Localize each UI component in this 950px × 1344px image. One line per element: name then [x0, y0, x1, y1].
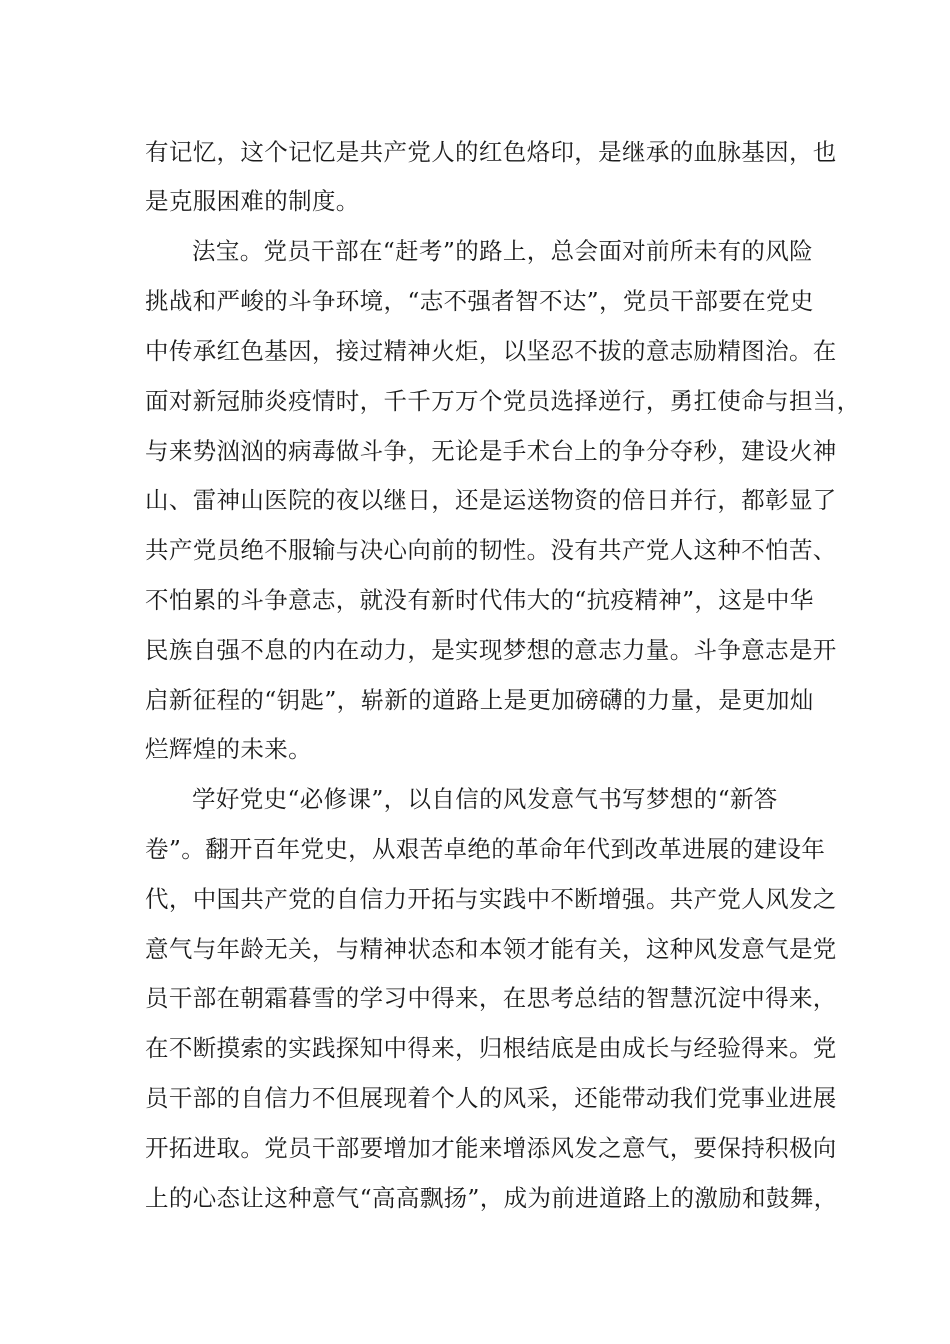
text-line: 面对新冠肺炎疫情时，千千万万个党员选择逆行，勇扛使命与担当，: [145, 387, 861, 415]
text-line: 有记忆，这个记忆是共产党人的红色烙印，是继承的血脉基因，也: [145, 138, 837, 166]
text-line: 在不断摸索的实践探知中得来，归根结底是由成长与经验得来。党: [145, 1034, 837, 1062]
text-line: 民族自强不息的内在动力，是实现梦想的意志力量。斗争意志是开: [145, 636, 837, 664]
text-line: 挑战和严峻的斗争环境，“志不强者智不达”，党员干部要在党史: [145, 287, 814, 315]
text-line: 启新征程的“钥匙”，崭新的道路上是更加磅礴的力量，是更加灿: [145, 686, 814, 714]
text-line: 与来势汹汹的病毒做斗争，无论是手术台上的争分夺秒，建设火神: [145, 437, 837, 465]
text-line: 共产党员绝不服输与决心向前的韧性。没有共产党人这种不怕苦、: [145, 536, 837, 564]
text-line: 山、雷神山医院的夜以继日，还是运送物资的倍日并行，都彰显了: [145, 486, 837, 514]
text-line: 卷”。翻开百年党史，从艰苦卓绝的革命年代到改革进展的建设年: [145, 835, 826, 863]
paragraph-start-line: 法宝。党员干部在“赶考”的路上，总会面对前所未有的风险: [192, 237, 813, 265]
paragraph-start-line: 学好党史“必修课”，以自信的风发意气书写梦想的“新答: [192, 785, 778, 813]
text-line: 意气与年龄无关，与精神状态和本领才能有关，这种风发意气是党: [145, 935, 837, 963]
text-line: 不怕累的斗争意志，就没有新时代伟大的“抗疫精神”，这是中华: [145, 586, 814, 614]
text-line: 开拓进取。党员干部要增加才能来增添风发之意气，要保持积极向: [145, 1134, 837, 1162]
text-line: 员干部的自信力不但展现着个人的风采，还能带动我们党事业进展: [145, 1084, 837, 1112]
text-line: 中传承红色基因，接过精神火炬，以坚忍不拔的意志励精图治。在: [145, 337, 837, 365]
text-line: 是克服困难的制度。: [145, 187, 360, 215]
text-line: 员干部在朝霜暮雪的学习中得来，在思考总结的智慧沉淀中得来，: [145, 984, 837, 1012]
text-line: 烂辉煌的未来。: [145, 735, 312, 763]
text-line: 上的心态让这种意气“高高飘扬”，成为前进道路上的激励和鼓舞，: [145, 1184, 838, 1212]
text-line: 代，中国共产党的自信力开拓与实践中不断增强。共产党人风发之: [145, 885, 837, 913]
